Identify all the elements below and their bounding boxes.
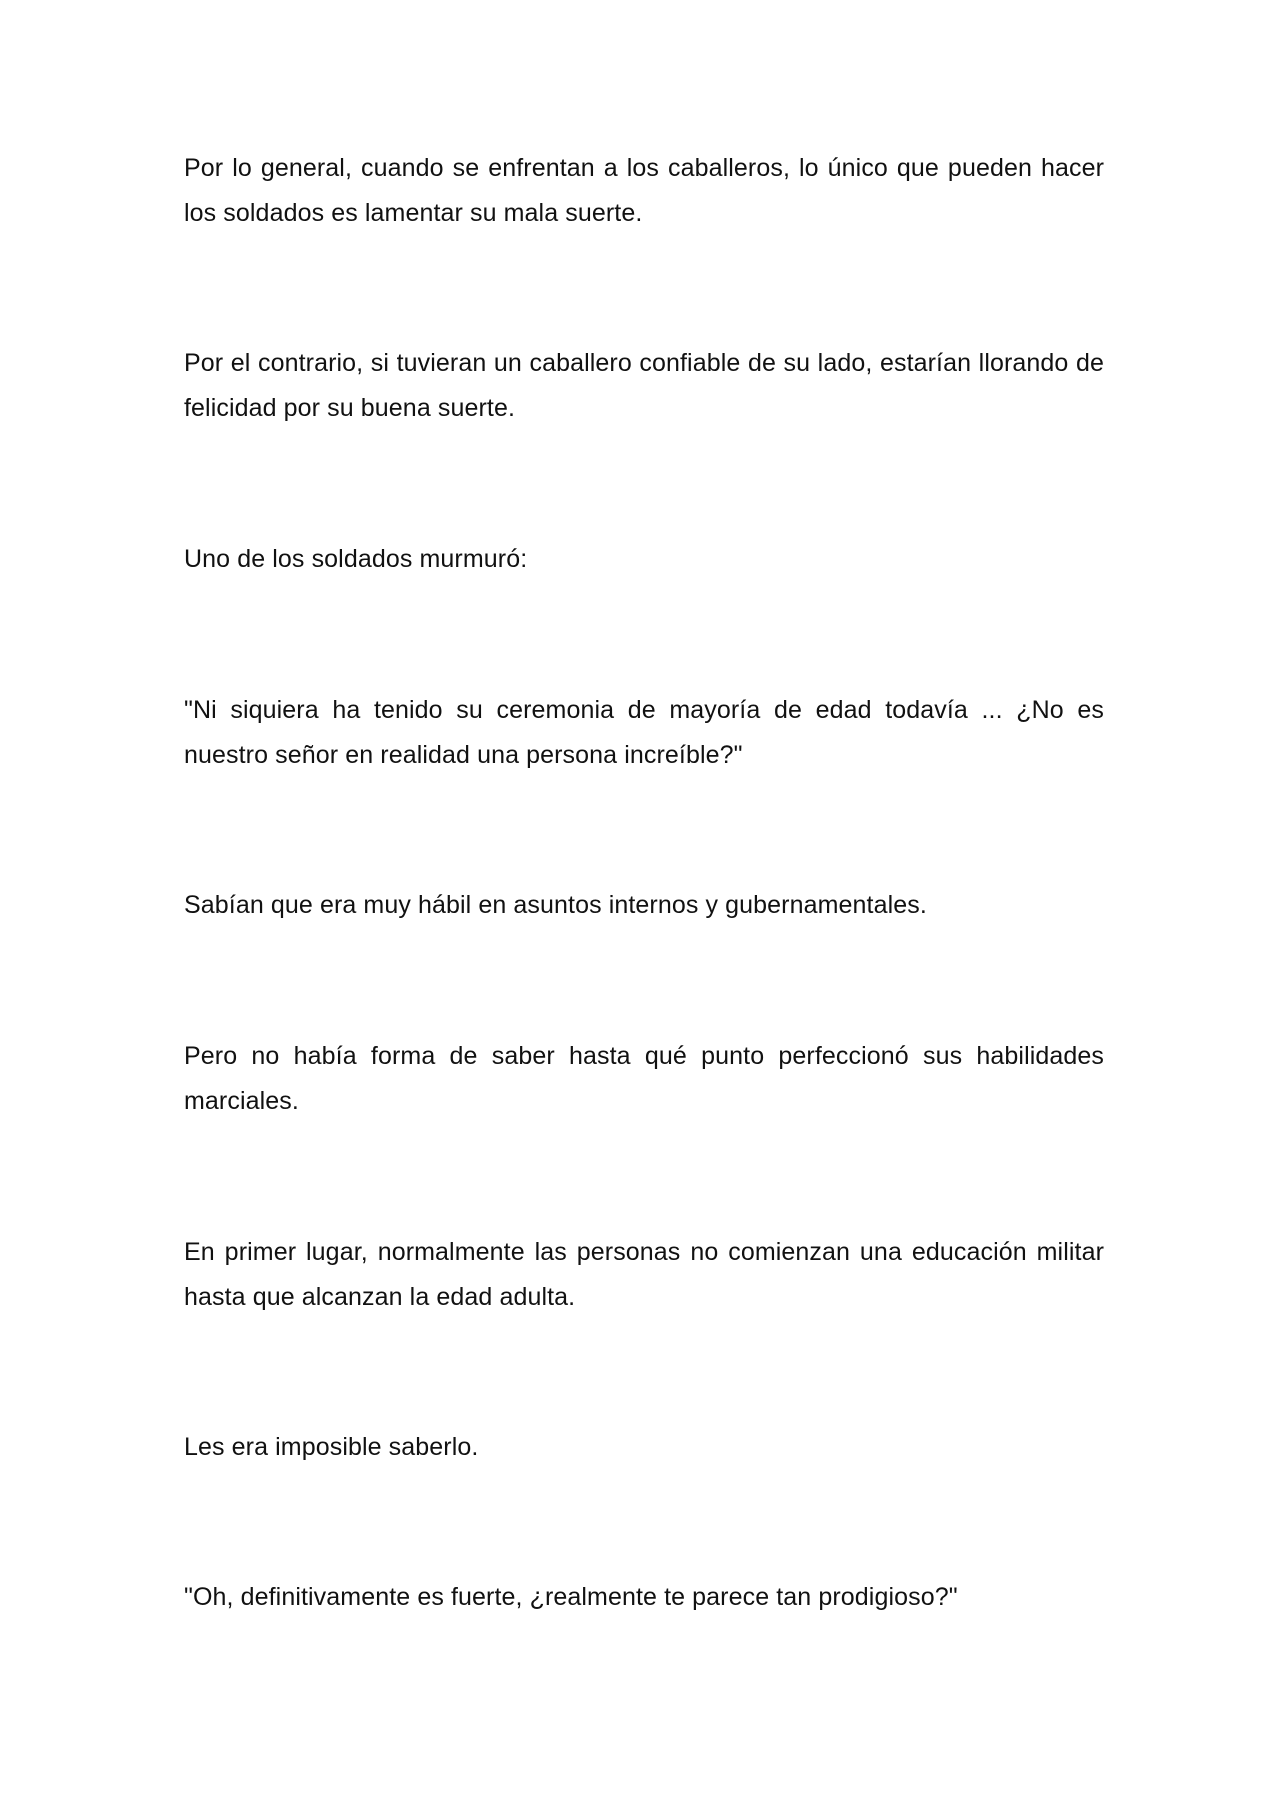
- paragraph-4: "Ni siquiera ha tenido su ceremonia de mayoría de edad todavía ... ¿No es nuestro señor en realidad una persona increíble?": [184, 696, 1104, 769]
- paragraph-7: En primer lugar, normalmente las personas no comienzan una educación militar hasta que alcanzan la edad adulta.: [184, 1238, 1104, 1311]
- paragraph-9: "Oh, definitivamente es fuerte, ¿realmente te parece tan prodigioso?": [184, 1583, 958, 1611]
- paragraph-2: Por el contrario, si tuvieran un caballero confiable de su lado, estarían llorando de felicidad por su buena suerte.: [184, 349, 1104, 422]
- paragraph-1: Por lo general, cuando se enfrentan a los caballeros, lo único que pueden hacer los soldados es lamentar su mala suerte.: [184, 154, 1104, 227]
- paragraph-6: Pero no había forma de saber hasta qué punto perfeccionó sus habilidades marciales.: [184, 1042, 1104, 1115]
- paragraph-3: Uno de los soldados murmuró:: [184, 545, 528, 573]
- paragraph-5: Sabían que era muy hábil en asuntos internos y gubernamentales.: [184, 891, 927, 919]
- paragraph-8: Les era imposible saberlo.: [184, 1433, 479, 1461]
